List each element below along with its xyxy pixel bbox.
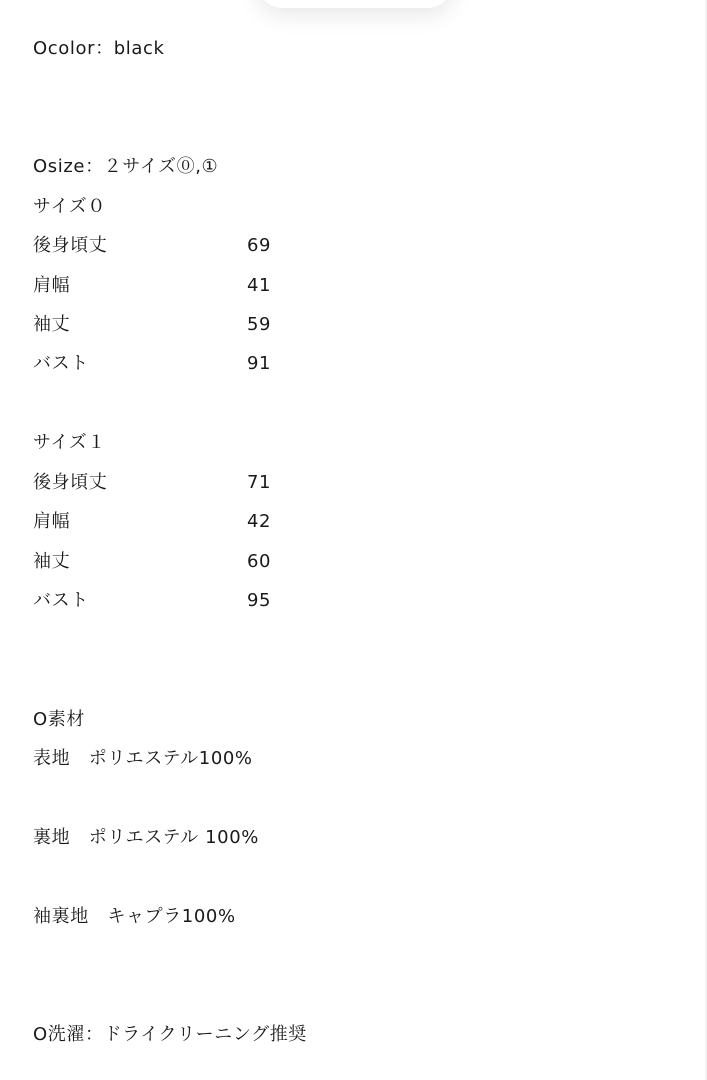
size1-row-label: バスト bbox=[33, 590, 89, 611]
size1-row-value: 60 bbox=[247, 551, 272, 572]
size0-row-label: 肩幅 bbox=[33, 275, 71, 296]
size0-row-label: 後身頃丈 bbox=[33, 235, 108, 256]
color-line: Ocolor：black bbox=[33, 38, 165, 59]
size1-row-label: 袖丈 bbox=[33, 551, 71, 572]
size0-row-value: 59 bbox=[247, 314, 272, 335]
washing-line: O洗濯：ドライクリーニング推奨 bbox=[33, 1024, 307, 1045]
size-line: Osize：２サイズ⓪,① bbox=[33, 156, 219, 177]
material-lining: 裏地 ポリエステル 100% bbox=[33, 827, 259, 848]
size1-heading: サイズ１ bbox=[33, 432, 106, 453]
size1-row-value: 95 bbox=[247, 590, 272, 611]
size0-row-label: 袖丈 bbox=[33, 314, 71, 335]
material-heading: O素材 bbox=[33, 709, 85, 730]
size0-row-label: バスト bbox=[33, 353, 89, 374]
size0-heading: サイズ０ bbox=[33, 196, 106, 217]
material-sleeve-lining: 袖裏地 キャプラ100% bbox=[33, 906, 236, 927]
material-outer: 表地 ポリエステル100% bbox=[33, 748, 253, 769]
size0-row-value: 91 bbox=[247, 353, 272, 374]
size1-row-label: 後身頃丈 bbox=[33, 472, 108, 493]
size0-row-value: 41 bbox=[247, 275, 272, 296]
size1-row-value: 42 bbox=[247, 511, 272, 532]
size0-row-value: 69 bbox=[247, 235, 272, 256]
size1-row-value: 71 bbox=[247, 472, 272, 493]
size1-row-label: 肩幅 bbox=[33, 511, 71, 532]
top-floating-bar bbox=[258, 0, 452, 8]
